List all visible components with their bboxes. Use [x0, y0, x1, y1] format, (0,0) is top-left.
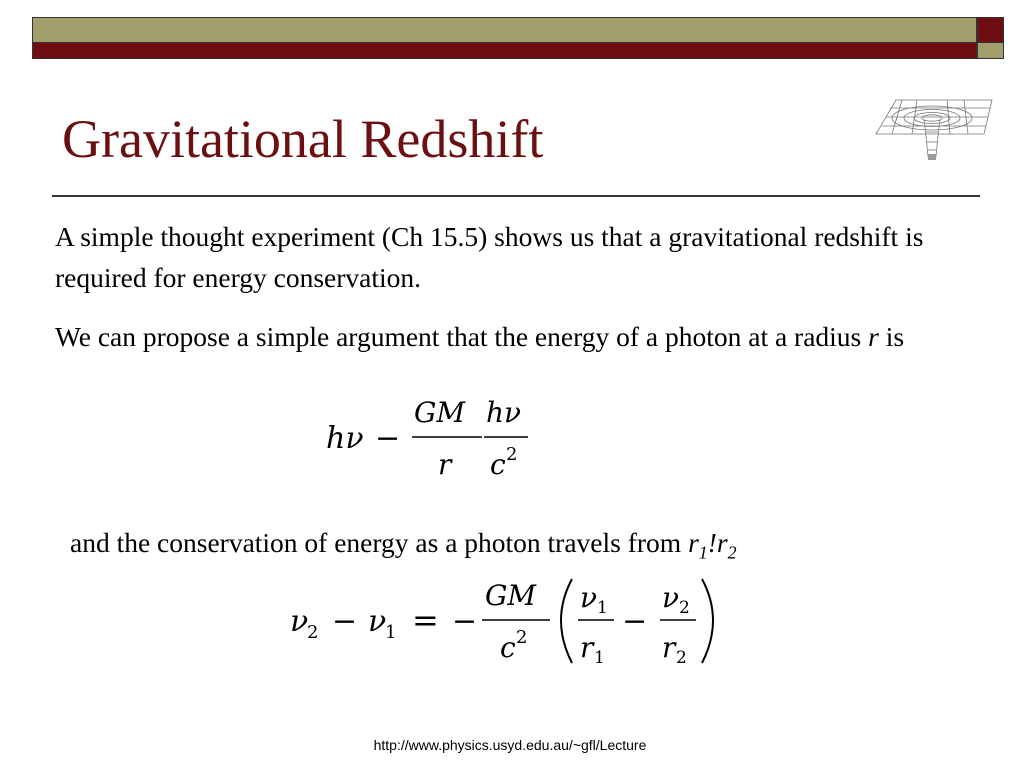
eq2-frac2-nu: ν — [662, 581, 680, 614]
eq2-frac1-r-sub: 1 — [594, 648, 605, 668]
eq2-denominator-c: c — [500, 631, 516, 664]
eq2-frac1-r: r — [580, 631, 594, 664]
r1-subscript: 1 — [698, 542, 708, 563]
redshift-equation — [288, 575, 728, 670]
eq2-minus-1: − — [332, 604, 358, 639]
eq2-exponent: 2 — [516, 627, 528, 648]
eq2-nu-1: ν — [368, 604, 387, 639]
arrow-glyph: ! — [707, 527, 717, 558]
eq2-equals: = — [412, 601, 439, 639]
conservation-paragraph — [70, 522, 1000, 574]
eq2-frac1-nu: ν — [580, 581, 598, 614]
eq1-denominator-r: r — [438, 448, 452, 481]
energy-paragraph-text: We can propose a simple argument that the energy of a photon at a radius — [55, 321, 862, 352]
r2-variable: r — [716, 527, 728, 558]
title-divider — [52, 195, 980, 197]
intro-paragraph: A simple thought experiment (Ch 15.5) shows us that a gravitational redshift is required for energy conservation. — [55, 221, 924, 293]
gravity-well-icon — [872, 96, 996, 166]
header-square-maroon — [977, 17, 1004, 43]
header-square-olive — [977, 43, 1004, 59]
eq1-numerator-hnu: hν — [486, 396, 522, 429]
r2-subscript: 2 — [727, 542, 737, 563]
eq2-left-paren — [561, 579, 572, 663]
eq2-sub-1: 1 — [385, 622, 397, 643]
eq2-frac2-r: r — [662, 631, 676, 664]
photon-energy-equation — [318, 392, 538, 487]
conservation-paragraph-text: and the conservation of energy as a photon travels from — [70, 527, 682, 558]
eq1-exponent: 2 — [506, 444, 518, 465]
eq2-sub-2: 2 — [307, 622, 319, 643]
eq2-frac2-r-sub: 2 — [676, 648, 687, 668]
r1-variable: r — [688, 527, 699, 558]
eq1-denominator-c: c — [490, 448, 506, 481]
eq2-minus-2: − — [452, 604, 478, 639]
slide-title: Gravitational Redshift — [62, 109, 544, 169]
header-band-olive — [32, 17, 977, 43]
eq2-nu-2: ν — [290, 604, 309, 639]
footer-url[interactable]: http://www.physics.usyd.edu.au/~gfl/Lecture — [373, 737, 647, 753]
eq2-frac2-nu-sub: 2 — [679, 598, 690, 618]
eq2-frac1-nu-sub: 1 — [597, 598, 608, 618]
energy-paragraph — [55, 316, 985, 357]
eq1-h-nu: hν — [326, 421, 364, 456]
radius-variable: r — [868, 321, 879, 352]
eq1-minus: − — [375, 421, 401, 456]
energy-paragraph-end: is — [885, 321, 905, 352]
eq2-numerator-gm: GM — [485, 579, 537, 612]
eq2-minus-3: − — [622, 604, 648, 639]
eq1-numerator-gm: GM — [414, 396, 466, 429]
eq2-right-paren — [702, 579, 713, 663]
header-band-maroon — [32, 43, 977, 59]
